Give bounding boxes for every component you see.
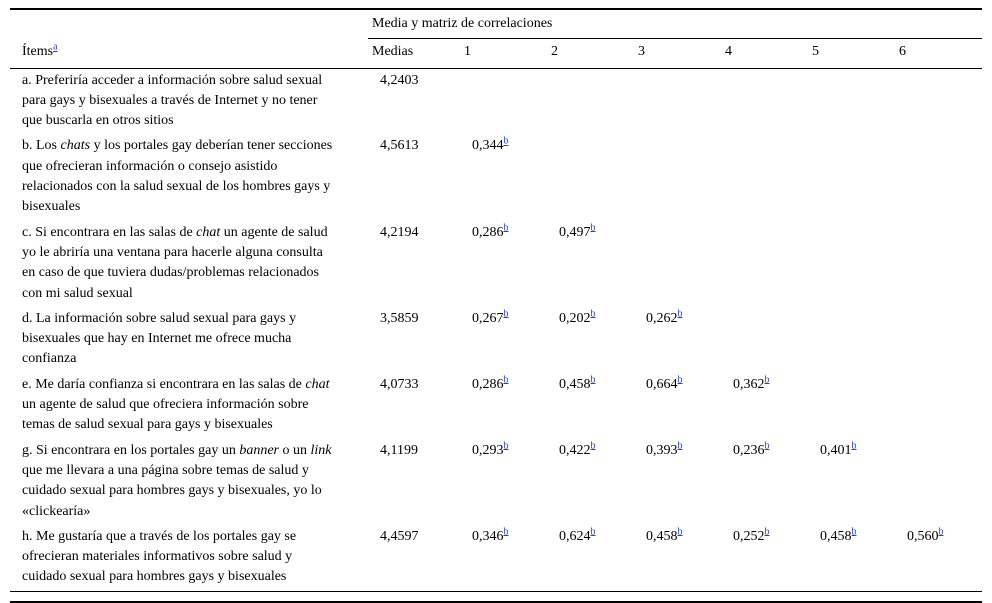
item-text	[10, 221, 368, 307]
correlation-value: 0,458	[820, 528, 852, 544]
footnote-superscript	[504, 136, 509, 147]
item-text-italic: link	[310, 442, 332, 458]
correlation-value: 0,401	[820, 442, 852, 458]
correlation-cell	[721, 68, 808, 134]
item-text-part: un agente de salud que ofreciera información sobre temas de salud sexual para gays y bisexuales	[22, 397, 309, 433]
correlation-cell	[634, 68, 721, 134]
correlation-cell	[808, 134, 895, 220]
footnote-superscript	[765, 440, 770, 451]
footnote-link-b[interactable]: b	[590, 222, 596, 234]
footnote-link-b[interactable]: b	[503, 439, 509, 451]
footnote-link-b[interactable]: b	[938, 526, 944, 538]
footnote-link-b[interactable]: b	[503, 526, 509, 538]
correlation-value: 0,458	[646, 528, 678, 544]
item-text-italic: chat	[305, 376, 330, 392]
footnote-superscript	[504, 222, 509, 233]
correlation-value: 0,664	[646, 376, 678, 392]
table-bottom-rule	[10, 601, 982, 603]
footnote-superscript	[765, 526, 770, 537]
correlation-value: 0,624	[559, 528, 591, 544]
correlation-value: 0,362	[733, 376, 765, 392]
item-text	[10, 439, 368, 525]
correlation-cell	[808, 68, 895, 134]
correlation-value: 0,497	[559, 224, 591, 240]
correlation-cell	[895, 525, 982, 591]
medias-value: 4,0733	[380, 376, 419, 392]
item-text-part: e. Me daría confianza si encontrara en las salas de	[22, 376, 306, 392]
item-text	[10, 307, 368, 373]
item-text-part: d. La información sobre salud sexual para gays y bisexuales que hay en Internet me ofrece mucha confianza	[22, 310, 297, 367]
footnote-superscript	[678, 374, 683, 385]
footnote-link-b[interactable]: b	[590, 374, 596, 386]
footnote-link-b[interactable]: b	[503, 135, 509, 147]
footnote-superscript	[678, 526, 683, 537]
column-header-1: 1	[460, 39, 547, 68]
correlation-value: 0,286	[472, 376, 504, 392]
correlation-cell	[808, 439, 895, 525]
correlation-value: 0,458	[559, 376, 591, 392]
span-header-title: Media y matriz de correlaciones	[368, 9, 982, 39]
table-row	[10, 68, 982, 134]
items-header-label: Ítems	[22, 44, 54, 60]
item-text-italic: banner	[239, 442, 279, 458]
correlation-value: 0,560	[907, 528, 939, 544]
table-row	[10, 373, 982, 439]
correlation-cell	[895, 221, 982, 307]
correlation-cell	[547, 373, 634, 439]
correlation-cell	[808, 221, 895, 307]
footnote-link-b[interactable]: b	[677, 374, 683, 386]
medias-value: 4,2403	[380, 72, 419, 88]
span-header-row	[10, 9, 982, 39]
column-header-4: 4	[721, 39, 808, 68]
correlation-value: 0,262	[646, 310, 678, 326]
column-header-3: 3	[634, 39, 721, 68]
item-text-part: que me llevara a una página sobre temas de salud y cuidado sexual para hombres gays y bisexuales, yo lo «clickearía»	[22, 462, 322, 519]
correlation-cell	[634, 525, 721, 591]
correlation-cell	[721, 134, 808, 220]
footnote-link-b[interactable]: b	[764, 526, 770, 538]
footnote-superscript	[591, 440, 596, 451]
correlation-cell	[634, 134, 721, 220]
footnote-link-b[interactable]: b	[590, 308, 596, 320]
column-header-row	[10, 39, 982, 68]
footnote-superscript	[591, 308, 596, 319]
footnote-link-b[interactable]: b	[764, 439, 770, 451]
footnote-link-b[interactable]: b	[590, 526, 596, 538]
footnote-superscript	[591, 526, 596, 537]
correlation-cell	[547, 221, 634, 307]
correlation-value: 0,346	[472, 528, 504, 544]
correlation-cell	[895, 134, 982, 220]
footnote-superscript	[939, 526, 944, 537]
footnote-link-b[interactable]: b	[590, 439, 596, 451]
item-text-part: o un	[279, 442, 311, 458]
correlation-cell	[808, 307, 895, 373]
table-row	[10, 134, 982, 220]
correlation-cell	[721, 525, 808, 591]
footnote-link-b[interactable]: b	[677, 439, 683, 451]
item-text-part: c. Si encontrara en las salas de	[22, 224, 197, 240]
item-text	[10, 373, 368, 439]
table-row	[10, 307, 982, 373]
footnote-link-b[interactable]: b	[851, 526, 857, 538]
correlation-cell	[547, 307, 634, 373]
medias-value: 4,5613	[380, 138, 419, 154]
column-header-2: 2	[547, 39, 634, 68]
correlation-cell	[895, 307, 982, 373]
correlation-cell	[634, 373, 721, 439]
correlation-cell	[460, 307, 547, 373]
correlation-cell	[721, 307, 808, 373]
correlation-cell	[895, 373, 982, 439]
correlation-value: 0,293	[472, 442, 504, 458]
correlation-cell	[547, 134, 634, 220]
correlation-cell	[460, 221, 547, 307]
table-row	[10, 221, 982, 307]
footnote-superscript	[504, 308, 509, 319]
table-body	[10, 68, 982, 591]
footnote-superscript	[852, 526, 857, 537]
correlation-cell	[547, 68, 634, 134]
correlation-value: 0,267	[472, 310, 504, 326]
correlation-value: 0,236	[733, 442, 765, 458]
item-text-italic: chats	[60, 138, 91, 154]
footnote-superscript	[504, 526, 509, 537]
correlation-cell	[460, 373, 547, 439]
correlation-value: 0,202	[559, 310, 591, 326]
correlation-value: 0,252	[733, 528, 765, 544]
correlation-cell	[721, 221, 808, 307]
item-text-part: a. Preferiría acceder a información sobre salud sexual para gays y bisexuales a través de Internet y no tener que buscarla en otros sitios	[22, 72, 323, 129]
correlation-cell	[460, 439, 547, 525]
medias-value: 4,4597	[380, 528, 419, 544]
correlation-cell	[460, 134, 547, 220]
footnote-superscript	[591, 222, 596, 233]
footnote-superscript	[678, 308, 683, 319]
correlation-table	[10, 8, 982, 592]
correlation-value: 0,286	[472, 224, 504, 240]
footnote-link-b[interactable]: b	[764, 374, 770, 386]
footnote-superscript	[504, 440, 509, 451]
correlation-cell	[634, 221, 721, 307]
footnote-link-b[interactable]: b	[677, 308, 683, 320]
footnote-link-b[interactable]: b	[503, 222, 509, 234]
correlation-cell	[808, 525, 895, 591]
medias-value: 4,2194	[380, 224, 419, 240]
item-text	[10, 134, 368, 220]
items-column-header	[10, 39, 368, 68]
column-header-medias: Medias	[368, 39, 460, 68]
item-text-part: g. Si encontrara en los portales gay un	[22, 442, 240, 458]
correlation-cell	[895, 68, 982, 134]
table-row	[10, 525, 982, 591]
table-row	[10, 439, 982, 525]
footnote-link-b[interactable]: b	[851, 439, 857, 451]
item-text-part: b. Los	[22, 138, 61, 154]
footnote-link-a[interactable]: a	[53, 41, 58, 53]
correlation-cell	[808, 373, 895, 439]
footnote-superscript	[765, 374, 770, 385]
footnote-superscript	[852, 440, 857, 451]
correlation-cell	[721, 373, 808, 439]
footnote-link-b[interactable]: b	[503, 308, 509, 320]
correlation-cell	[721, 439, 808, 525]
footnote-link-b[interactable]: b	[677, 526, 683, 538]
footnote-superscript	[678, 440, 683, 451]
medias-value: 3,5859	[380, 310, 419, 326]
item-text-part: h. Me gustaría que a través de los portales gay se ofrecieran materiales informativos sobre salud y cuidado sexual para hombres gays y bisexuales	[22, 528, 297, 585]
span-header-spacer	[10, 9, 368, 39]
correlation-cell	[634, 439, 721, 525]
item-text-part: y los portales gay deberían tener secciones que ofrecieran información o consejo asistido relacionados con la salud sexual de los hombres gays y bisexuales	[22, 138, 333, 215]
correlation-value: 0,344	[472, 138, 504, 154]
correlation-cell	[547, 439, 634, 525]
item-text	[10, 68, 368, 134]
column-header-6: 6	[895, 39, 982, 68]
correlation-cell	[547, 525, 634, 591]
table-page	[10, 8, 982, 603]
correlation-cell	[460, 525, 547, 591]
item-text-italic: chat	[196, 224, 221, 240]
column-header-5: 5	[808, 39, 895, 68]
item-text	[10, 525, 368, 591]
footnote-superscript	[504, 374, 509, 385]
correlation-value: 0,393	[646, 442, 678, 458]
footnote-link-b[interactable]: b	[503, 374, 509, 386]
correlation-cell	[460, 68, 547, 134]
medias-value: 4,1199	[380, 442, 418, 458]
correlation-value: 0,422	[559, 442, 591, 458]
item-text-part: un agente de salud yo le abriría una ventana para hacerle alguna consulta en caso de que tuviera dudas/problemas relacionados con mi salud sexual	[22, 224, 328, 301]
correlation-cell	[634, 307, 721, 373]
footnote-superscript	[591, 374, 596, 385]
correlation-cell	[895, 439, 982, 525]
